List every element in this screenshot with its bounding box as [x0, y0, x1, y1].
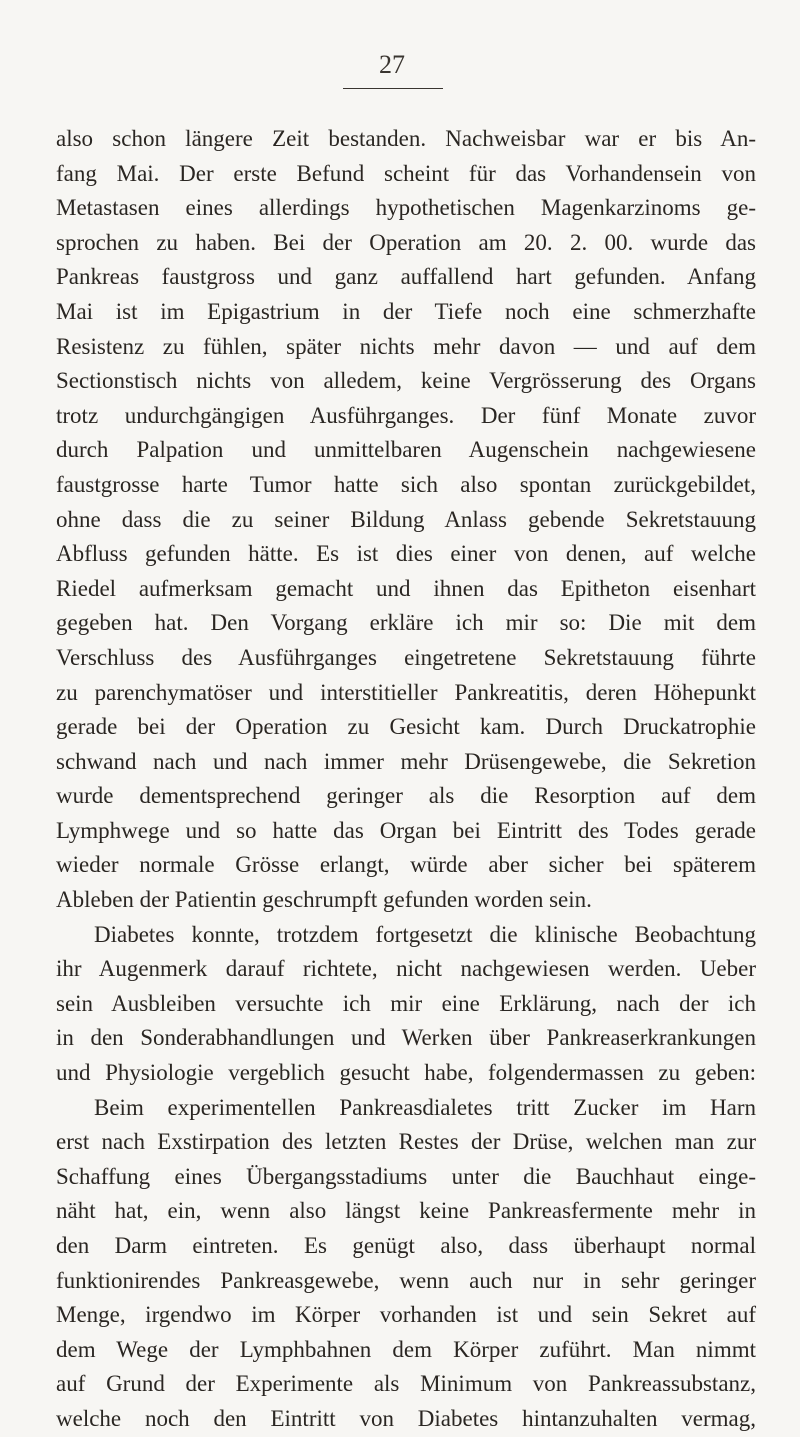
text-line: zu parenchymatöser und interstitieller Pankreatitis, deren Höhepunkt: [56, 679, 756, 705]
text-line: funktionirendes Pankreasgewebe, wenn auch nur in sehr geringer: [56, 1267, 756, 1293]
text-line: Schaffung eines Übergangsstadiums unter die Bauchhaut einge-: [56, 1163, 756, 1189]
text-line: Ableben der Patientin geschrumpft gefunden worden sein.: [56, 887, 592, 913]
header-rule: [343, 88, 443, 89]
text-line: ihr Augenmerk darauf richtete, nicht nachgewiesen werden. Ueber: [56, 956, 756, 982]
text-line: Pankreas faustgross und ganz auffallend hart gefunden. Anfang: [56, 264, 756, 290]
text-line: Mai ist im Epigastrium in der Tiefe noch eine schmerzhafte: [56, 298, 756, 324]
text-line: auf Grund der Experimente als Minimum von Pankreassubstanz,: [56, 1371, 756, 1397]
text-line: Verschluss des Ausführganges eingetretene Sekretstauung führte: [56, 644, 756, 670]
text-line: und Physiologie vergeblich gesucht habe, folgendermassen zu geben:: [56, 1060, 756, 1086]
text-line: dem Wege der Lymphbahnen dem Körper zuführt. Man nimmt: [56, 1336, 756, 1362]
text-line: Diabetes konnte, trotzdem fortgesetzt die klinische Beobachtung: [94, 921, 756, 947]
text-line: fang Mai. Der erste Befund scheint für das Vorhandensein von: [56, 160, 756, 186]
text-line: Abfluss gefunden hätte. Es ist dies einer von denen, auf welche: [56, 541, 756, 567]
text-line: wurde dementsprechend geringer als die Resorption auf dem: [56, 783, 756, 809]
body-text: [56, 122, 756, 1437]
text-line: schwand nach und nach immer mehr Drüsengewebe, die Sekretion: [56, 748, 756, 774]
text-line: Riedel aufmerksam gemacht und ihnen das Epitheton eisenhart: [56, 575, 756, 601]
text-line: näht hat, ein, wenn also längst keine Pankreasfermente mehr in: [56, 1198, 756, 1224]
text-line: Menge, irgendwo im Körper vorhanden ist und sein Sekret auf: [56, 1302, 756, 1328]
text-line: Resistenz zu fühlen, später nichts mehr davon — und auf dem: [56, 333, 756, 359]
text-line: sein Ausbleiben versuchte ich mir eine Erklärung, nach der ich: [56, 990, 756, 1016]
text-line: gegeben hat. Den Vorgang erkläre ich mir so: Die mit dem: [56, 610, 756, 636]
text-line: Lymphwege und so hatte das Organ bei Eintritt des Todes gerade: [56, 817, 756, 843]
text-line: durch Palpation und unmittelbaren Augenschein nachgewiesene: [56, 437, 756, 463]
text-line: Beim experimentellen Pankreasdialetes tritt Zucker im Harn: [94, 1094, 756, 1120]
text-line: erst nach Exstirpation des letzten Restes der Drüse, welchen man zur: [56, 1129, 756, 1155]
text-line: faustgrosse harte Tumor hatte sich also spontan zurückgebildet,: [56, 471, 756, 497]
text-line: also schon längere Zeit bestanden. Nachweisbar war er bis An-: [56, 126, 756, 151]
text-line: Sectionstisch nichts von alledem, keine Vergrösserung des Organs: [56, 368, 756, 394]
text-line: ohne dass die zu seiner Bildung Anlass gebende Sekretstauung: [56, 506, 756, 532]
text-line: gerade bei der Operation zu Gesicht kam. Durch Druckatrophie: [56, 714, 756, 740]
text-line: den Darm eintreten. Es genügt also, dass überhaupt normal: [56, 1233, 756, 1258]
text-line: wieder normale Grösse erlangt, würde aber sicher bei späterem: [56, 852, 756, 878]
text-line: in den Sonderabhandlungen und Werken über Pankreaserkrankungen: [56, 1025, 756, 1051]
page-number: 27: [379, 50, 405, 79]
text-line: trotz undurchgängigen Ausführganges. Der fünf Monate zuvor: [56, 402, 756, 428]
text-line: Metastasen eines allerdings hypothetischen Magenkarzinoms ge-: [56, 195, 756, 221]
text-line: sprochen zu haben. Bei der Operation am 20. 2. 00. wurde das: [56, 229, 756, 255]
text-line: welche noch den Eintritt von Diabetes hintanzuhalten vermag,: [56, 1405, 756, 1431]
